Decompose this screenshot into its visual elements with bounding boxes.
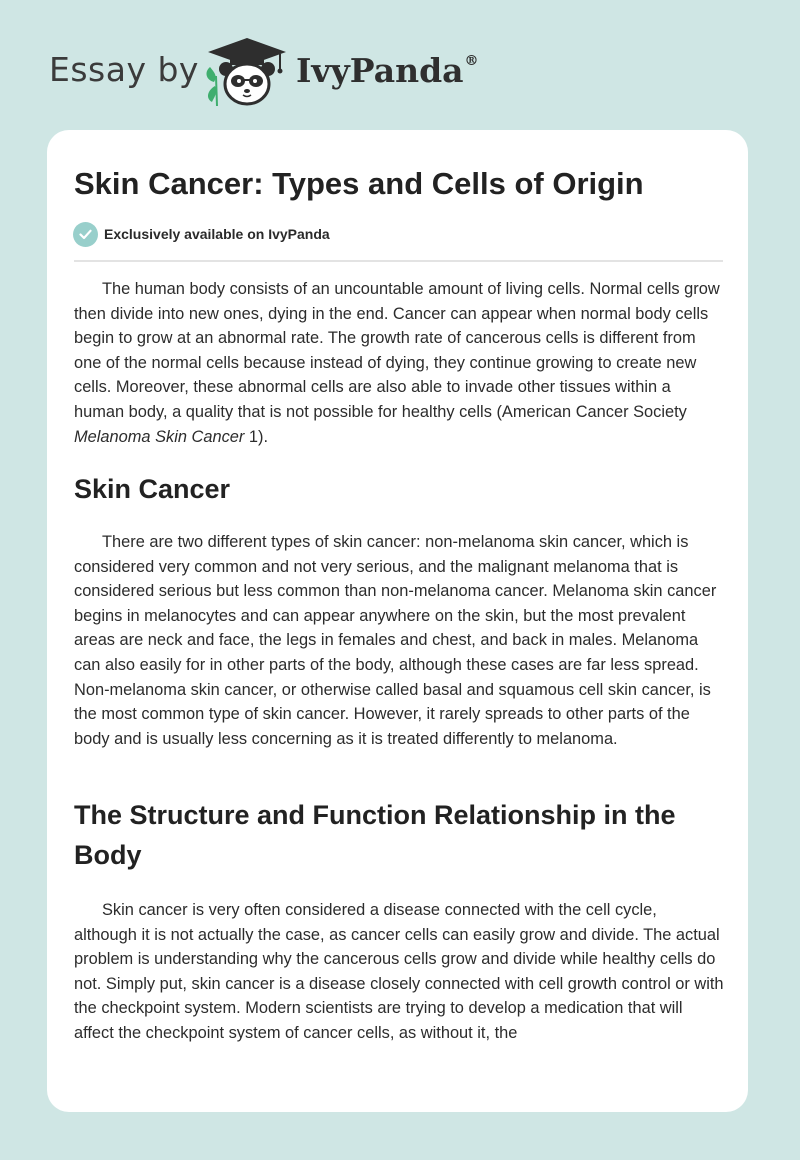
section-heading-structure-function: The Structure and Function Relationship in the Body (74, 800, 676, 870)
essay-card (47, 130, 748, 1112)
section-heading-skin-cancer: Skin Cancer (74, 474, 231, 504)
check-circle-icon (73, 222, 98, 247)
brand-name[interactable] (296, 51, 479, 90)
registered-mark: ® (464, 53, 479, 69)
intro-text: The human body consists of an uncountable amount of living cells. Normal cells grow then divide into new ones, dying in the end. Cancer can appear when normal body cells begin to grow at an abnormal rate. The growth rate of cancerous cells is different from one of the normal cells because instead of dying, they continue growing to create new cells. Moreover, these abnormal cells are also able to invade other tissues within a human body, a quality that is not possible for healthy cells (American Cancer Society (74, 280, 720, 421)
brand-name-text: IvyPanda (296, 51, 464, 90)
divider (74, 260, 723, 262)
intro-paragraph (74, 277, 724, 449)
panda-graduate-icon[interactable] (200, 36, 294, 108)
exclusive-badge (73, 221, 330, 247)
section-structure-function-paragraph (74, 898, 724, 1046)
section-skin-cancer-text: There are two different types of skin cancer: non-melanoma skin cancer, which is considered very common and not very serious, and the malignant melanoma that is considered serious but less common than non-melanoma cancer. Melanoma skin cancer begins in melanocytes and can appear anywhere on the skin, but the most prevalent areas are neck and face, the legs in females and chest, and back in males. Melanoma can also easily for in other parts of the body, although these cases are far less spread. Non-melanoma skin cancer, or otherwise called basal and squamous cell skin cancer, is the most common type of skin cancer. However, it rarely spreads to other parts of the body and is usually less concerning as it is treated differently to melanoma. (74, 533, 717, 748)
site-header (0, 0, 800, 130)
exclusive-badge-label: Exclusively available on IvyPanda (104, 226, 330, 242)
essay-title: Skin Cancer: Types and Cells of Origin (74, 166, 644, 201)
citation-title: Melanoma Skin Cancer (74, 427, 245, 446)
section-structure-function-text: Skin cancer is very often considered a disease connected with the cell cycle, although it is not actually the case, as cancer cells can easily grow and divide. The actual problem is understanding why the cancerous cells grow and divide while healthy cells do not. Simply put, skin cancer is a disease closely connected with cell growth control or with the checkpoint system. Modern scientists are trying to develop a medication that will affect the checkpoint system of cancer cells, as without it, the (74, 901, 724, 1042)
brand-prefix: Essay by (49, 50, 199, 89)
citation-tail: 1). (244, 427, 269, 446)
section-skin-cancer-paragraph (74, 530, 724, 751)
